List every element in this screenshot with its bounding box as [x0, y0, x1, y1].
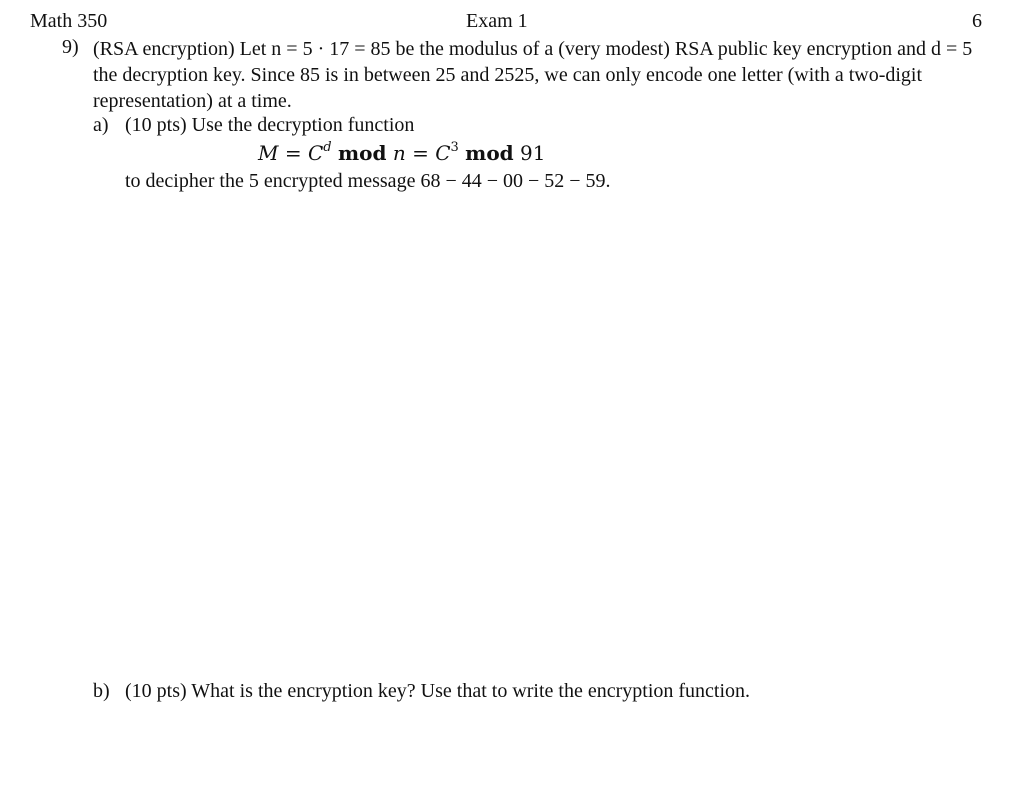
formula-c-2: C	[435, 141, 451, 165]
part-b-label: b)	[93, 680, 110, 702]
part-a-label: a)	[93, 114, 109, 136]
question-number: 9)	[62, 36, 79, 58]
part-b-text: (10 pts) What is the encryption key? Use that to write the encryption function.	[125, 680, 751, 702]
course-title: Math 350	[30, 10, 108, 32]
decryption-formula	[258, 140, 545, 165]
formula-modulus: 91	[520, 141, 546, 165]
part-a-instruction: to decipher the 5 encrypted message 68 − 44 − 00 − 52 − 59.	[125, 170, 611, 192]
formula-exponent-d: d	[323, 140, 332, 155]
formula-c-1: C	[307, 141, 324, 165]
formula-m: M	[258, 141, 279, 165]
formula-equals-1: =	[284, 141, 302, 165]
formula-mod-1: mod	[337, 141, 387, 165]
formula-exponent-3: 3	[450, 140, 459, 155]
formula-mod-2: mod	[465, 141, 514, 165]
formula-equals-2: =	[412, 141, 429, 165]
page-number: 6	[972, 10, 982, 32]
part-a-text: (10 pts) Use the decryption function	[125, 114, 415, 136]
question-text: (RSA encryption) Let n = 5 · 17 = 85 be the modulus of a (very modest) RSA public key encryption and d = 5 the decryption key. Since 85 is in between 25 and 2525, we can only encode one letter (with a two-digit representation) at a time.	[93, 38, 973, 112]
formula-n: n	[392, 141, 406, 165]
exam-title: Exam 1	[466, 10, 528, 32]
